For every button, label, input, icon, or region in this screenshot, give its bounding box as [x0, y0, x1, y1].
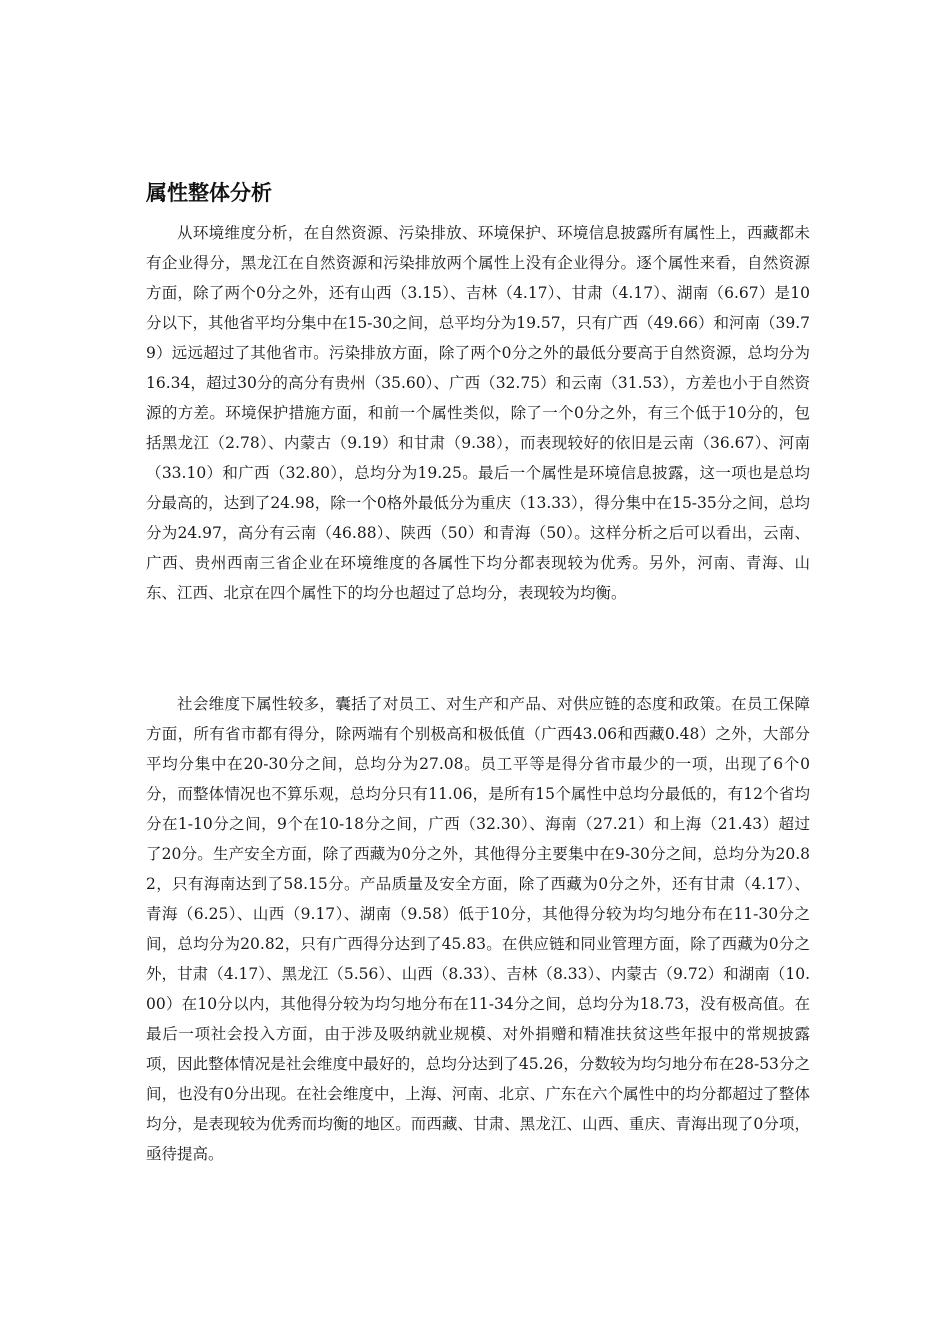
section-heading: 属性整体分析 — [146, 181, 272, 205]
paragraph-environment: 从环境维度分析，在自然资源、污染排放、环境保护、环境信息披露所有属性上，西藏都未有企业得分，黑龙江在自然资源和污染排放两个属性上没有企业得分。逐个属性来看，自然资源方面，除了两个0分之外，还有山西（3.15）、吉林（4.17）、甘肃（4.17）、湖南（6.67）是10分以下，其他省平均分集中在15-30之间，总平均分为19.57，只有广西（49.66）和河南（39.79）远远超过了其他省市。污染排放方面，除了两个0分之外的最低分要高于自然资源，总均分为16.34，超过30分的高分有贵州（35.60）、广西（32.75）和云南（31.53），方差也小于自然资源的方差。环境保护措施方面，和前一个属性类似，除了一个0分之外，有三个低于10分的，包括黑龙江（2.78）、内蒙古（9.19）和甘肃（9.38），而表现较好的依旧是云南（36.67）、河南（33.10）和广西（32.80），总均分为19.25。最后一个属性是环境信息披露，这一项也是总均分最高的，达到了24.98，除一个0格外最低分为重庆（13.33），得分集中在15-35分之间，总均分为24.97，高分有云南（46.88）、陕西（50）和青海（50）。这样分析之后可以看出，云南、广西、贵州西南三省企业在环境维度的各属性下均分都表现较为优秀。另外，河南、青海、山东、江西、北京在四个属性下的均分也超过了总均分，表现较为均衡。 — [146, 224, 810, 602]
paragraph-social: 社会维度下属性较多，囊括了对员工、对生产和产品、对供应链的态度和政策。在员工保障方面，所有省市都有得分，除两端有个别极高和极低值（广西43.06和西藏0.48）之外，大部分平均分集中在20-30分之间，总均分为27.08。员工平等是得分省市最少的一项，出现了6个0分，而整体情况也不算乐观，总均分只有11.06，是所有15个属性中总均分最低的，有12个省均分在1-10分之间，9个在10-18分之间，广西（32.30）、海南（27.21）和上海（21.43）超过了20分。生产安全方面，除了西藏为0分之外，其他得分主要集中在9-30分之间，总均分为20.82，只有海南达到了58.15分。产品质量及安全方面，除了西藏为0分之外，还有甘肃（4.17）、青海（6.25）、山西（9.17）、湖南（9.58）低于10分，其他得分较为均匀地分布在11-30分之间，总均分为20.82，只有广西得分达到了45.83。在供应链和同业管理方面，除了西藏为0分之外，甘肃（4.17）、黑龙江（5.56）、山西（8.33）、吉林（8.33）、内蒙古（9.72）和湖南（10.00）在10分以内，其他得分较为均匀地分布在11-34分之间，总均分为18.73，没有极高值。在最后一项社会投入方面，由于涉及吸纳就业规模、对外捐赠和精准扶贫这些年报中的常规披露项，因此整体情况是社会维度中最好的，总均分达到了45.26，分数较为均匀地分布在28-53分之间，也没有0分出现。在社会维度中，上海、河南、北京、广东在六个属性中的均分都超过了整体均分，是表现较为优秀而均衡的地区。而西藏、甘肃、黑龙江、山西、重庆、青海出现了0分项，亟待提高。 — [146, 695, 810, 1163]
